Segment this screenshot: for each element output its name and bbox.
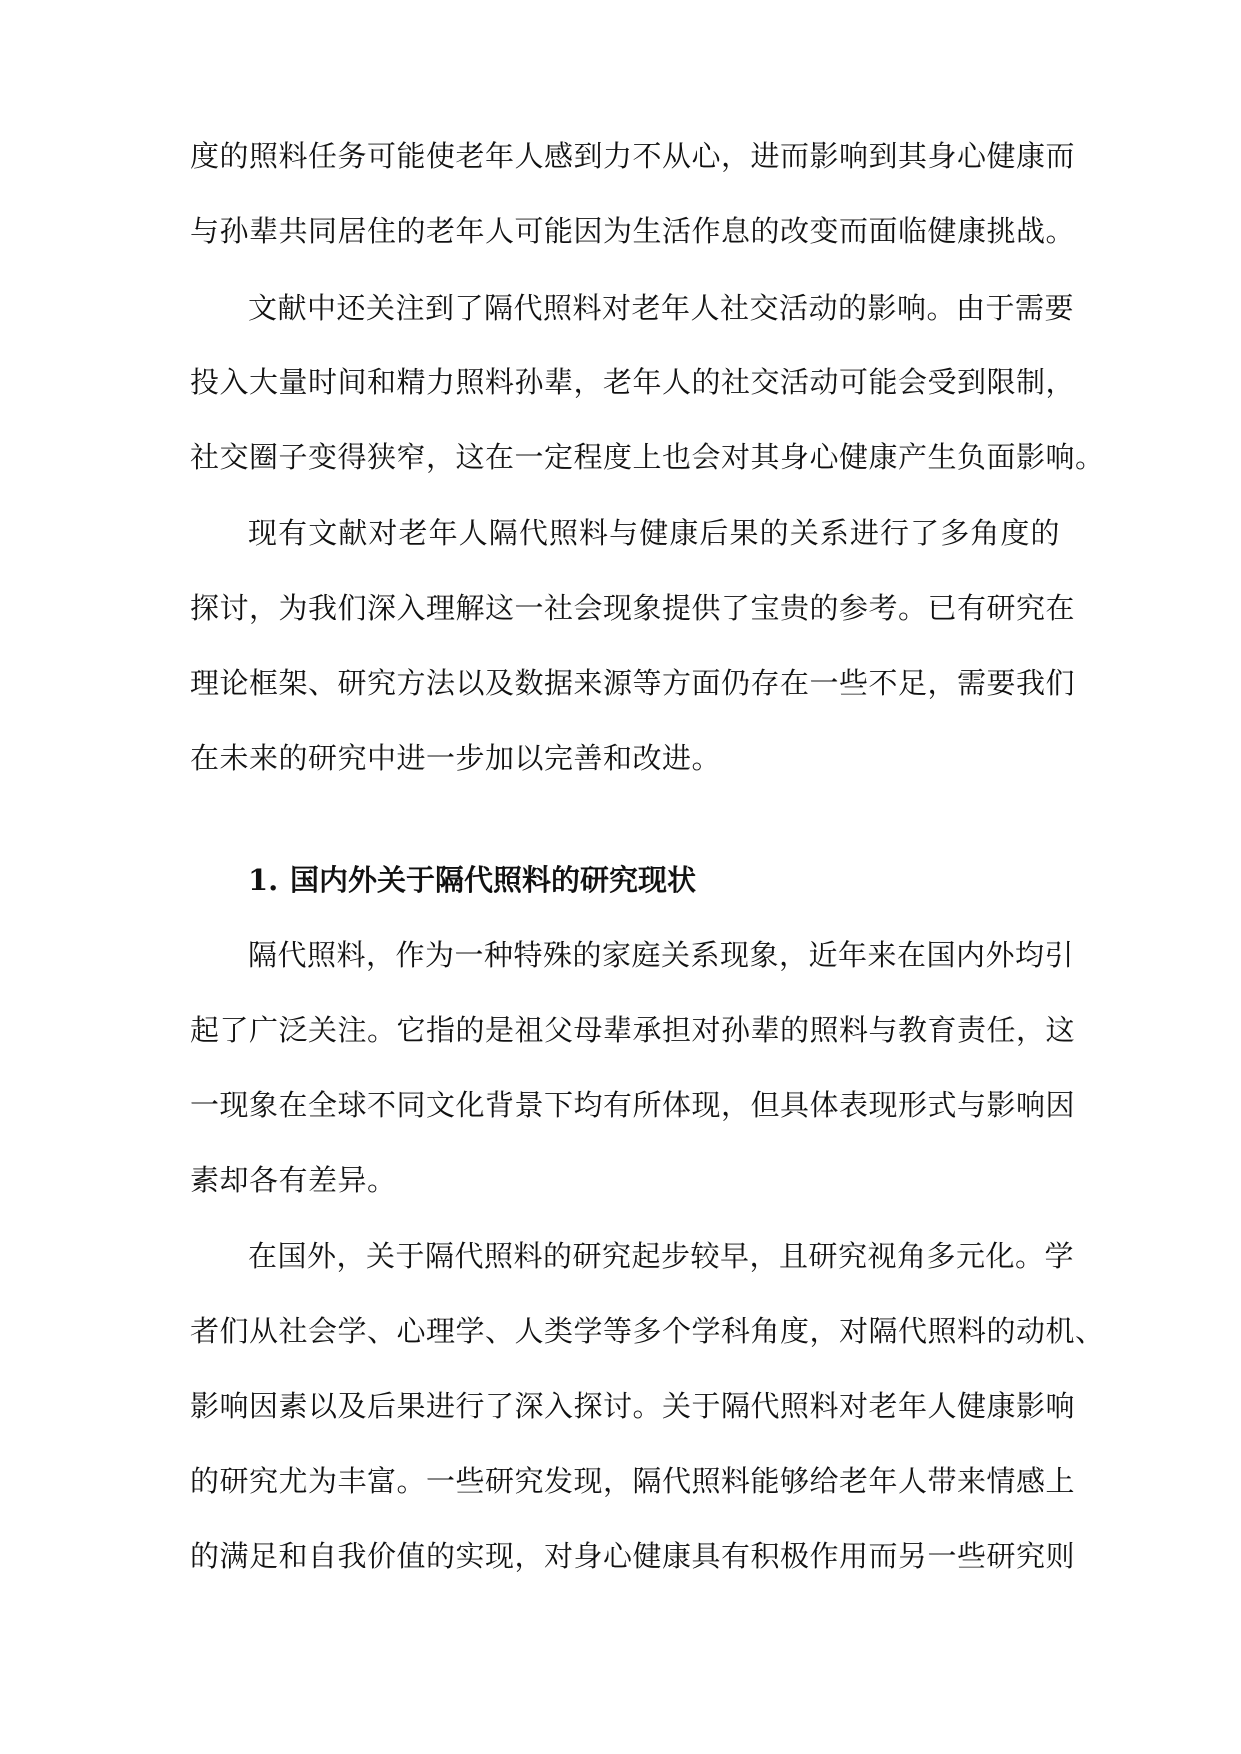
text-line: 文献中还关注到了隔代照料对老年人社交活动的影响。由于需要	[248, 291, 1075, 325]
text-line: 度的照料任务可能使老年人感到力不从心，进而影响到其身心健康而	[190, 139, 1076, 173]
text-line: 探讨，为我们深入理解这一社会现象提供了宝贵的参考。已有研究在	[190, 591, 1076, 625]
text-line: 的满足和自我价值的实现，对身心健康具有积极作用而另一些研究则	[190, 1539, 1076, 1573]
text-line: 隔代照料，作为一种特殊的家庭关系现象，近年来在国内外均引	[248, 938, 1075, 972]
text-line: 与孙辈共同居住的老年人可能因为生活作息的改变而面临健康挑战。	[190, 214, 1076, 248]
text-line: 起了广泛关注。它指的是祖父母辈承担对孙辈的照料与教育责任，这	[190, 1013, 1076, 1047]
section-title: 国内外关于隔代照料的研究现状	[290, 863, 697, 897]
text-line: 影响因素以及后果进行了深入探讨。关于隔代照料对老年人健康影响	[190, 1389, 1076, 1423]
text-line: 理论框架、研究方法以及数据来源等方面仍存在一些不足，需要我们	[190, 666, 1076, 700]
text-line: 素却各有差异。	[190, 1163, 397, 1197]
text-line: 者们从社会学、心理学、人类学等多个学科角度，对隔代照料的动机、	[190, 1314, 1105, 1348]
text-line: 在未来的研究中进一步加以完善和改进。	[190, 741, 722, 775]
text-line: 现有文献对老年人隔代照料与健康后果的关系进行了多角度的	[248, 516, 1060, 550]
text-line: 投入大量时间和精力照料孙辈，老年人的社交活动可能会受到限制，	[190, 365, 1076, 399]
text-line: 一现象在全球不同文化背景下均有所体现，但具体表现形式与影响因	[190, 1088, 1076, 1122]
section-heading	[248, 860, 696, 900]
text-line: 社交圈子变得狭窄，这在一定程度上也会对其身心健康产生负面影响。	[190, 440, 1105, 474]
text-line: 在国外，关于隔代照料的研究起步较早，且研究视角多元化。学	[248, 1239, 1075, 1273]
text-line: 的研究尤为丰富。一些研究发现，隔代照料能够给老年人带来情感上	[190, 1464, 1076, 1498]
section-number: 1.	[248, 863, 279, 897]
